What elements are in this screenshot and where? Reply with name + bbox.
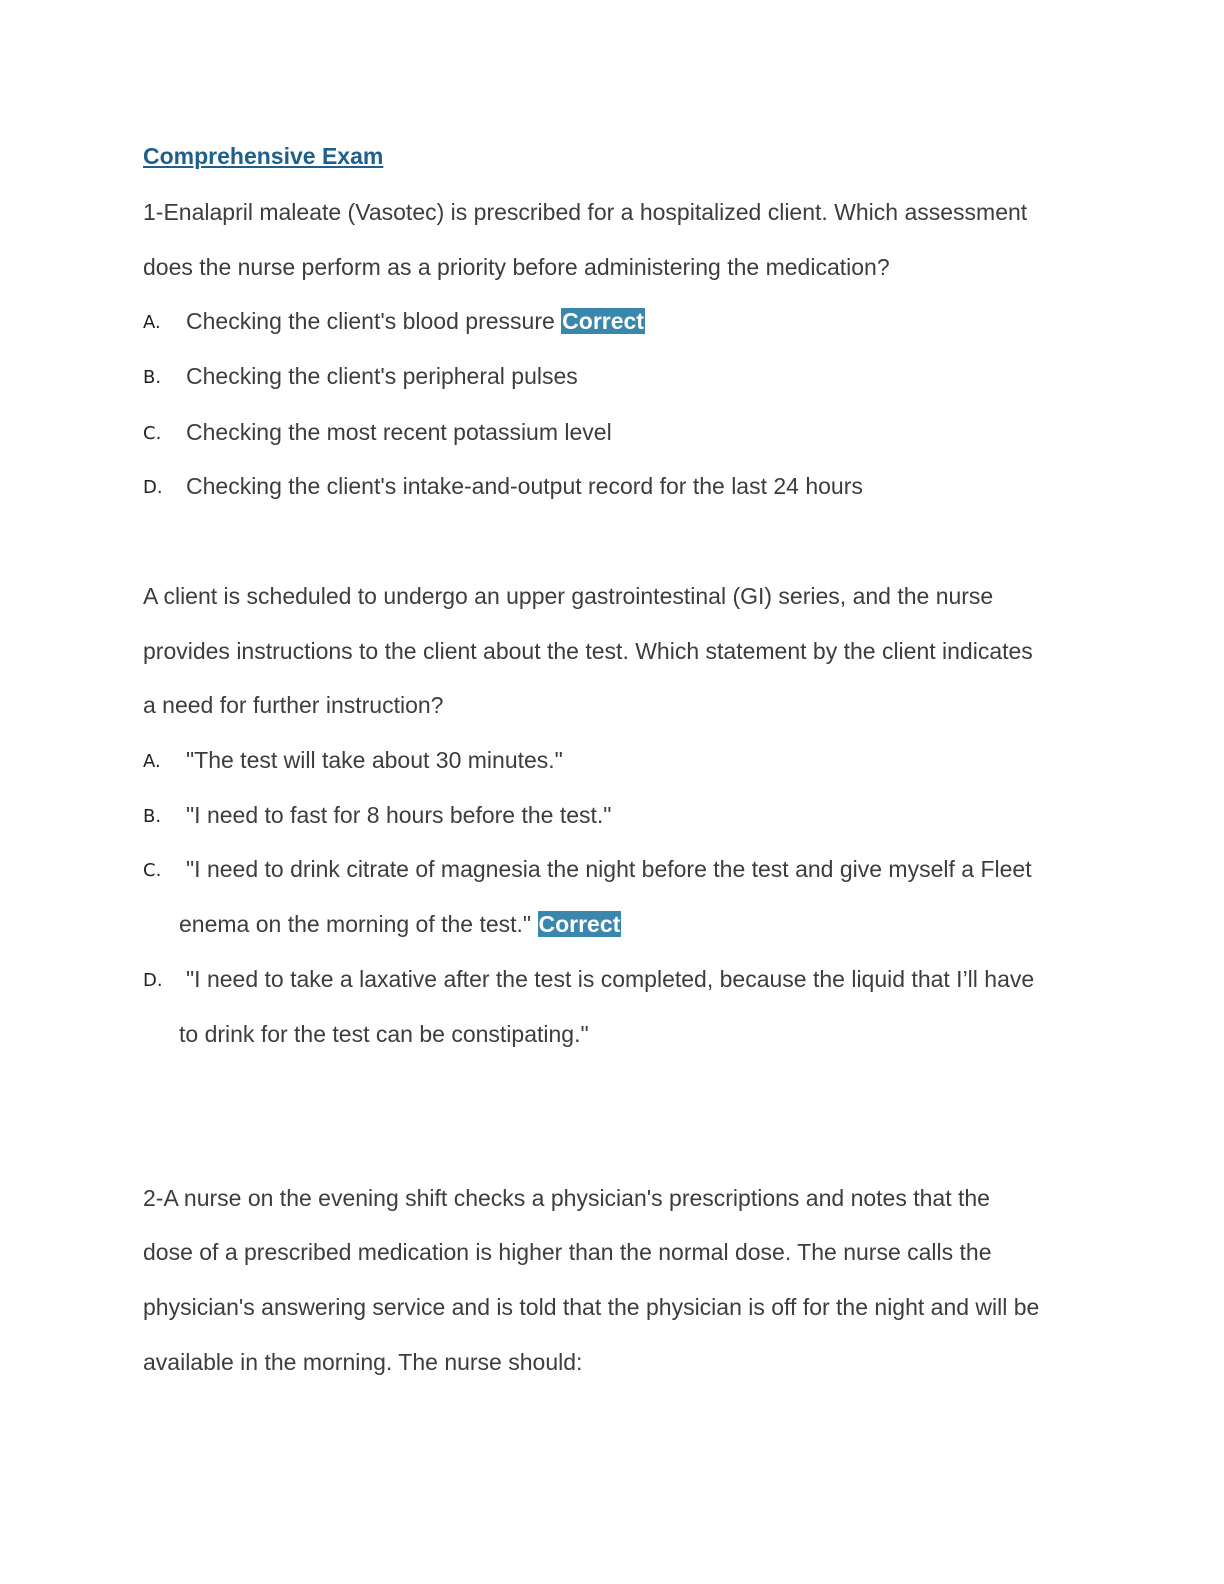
correct-badge: Correct [538,911,621,937]
option-letter: C. [143,860,162,881]
option-text: "I need to take a laxative after the test is completed, because the liquid that I’ll have [186,966,1035,992]
q2-stem-line-2: provides instructions to the client about the test. Which statement by the client indicates [143,638,1033,664]
q3-stem-line-3: physician's answering service and is told that the physician is off for the night and will be [143,1294,1040,1320]
option-letter: A. [143,751,161,772]
option-letter: A. [143,312,161,333]
q3-stem-line-2: dose of a prescribed medication is higher than the normal dose. The nurse calls the [143,1239,992,1265]
q2-option-c-continuation [179,910,621,938]
q2-stem-line-3: a need for further instruction? [143,692,444,718]
option-letter: B. [143,367,162,388]
option-text: Checking the client's peripheral pulses [186,363,578,389]
option-text: enema on the morning of the test." [179,911,532,937]
option-text: Checking the client's blood pressure [186,308,555,334]
option-text: "I need to fast for 8 hours before the test." [186,802,612,828]
q1-stem-line-1: 1-Enalapril maleate (Vasotec) is prescribed for a hospitalized client. Which assessment [143,199,1028,225]
q3-stem-line-1: 2-A nurse on the evening shift checks a physician's prescriptions and notes that the [143,1185,990,1211]
q3-stem-line-4: available in the morning. The nurse should: [143,1349,583,1375]
correct-badge: Correct [562,308,644,334]
q2-option-d-continuation: to drink for the test can be constipating." [179,1021,589,1047]
option-text: Checking the client's intake-and-output record for the last 24 hours [186,473,863,499]
option-text: Checking the most recent potassium level [186,419,612,445]
option-letter: C. [143,423,162,444]
option-text: "The test will take about 30 minutes." [186,747,563,773]
q1-stem-line-2: does the nurse perform as a priority before administering the medication? [143,254,890,280]
q2-stem-line-1: A client is scheduled to undergo an upper gastrointestinal (GI) series, and the nurse [143,583,994,609]
option-letter: D. [143,477,163,498]
option-text: "I need to drink citrate of magnesia the night before the test and give myself a Fleet [186,856,1032,882]
option-letter: D. [143,970,163,991]
option-letter: B. [143,806,162,827]
document-title: Comprehensive Exam [143,143,384,169]
